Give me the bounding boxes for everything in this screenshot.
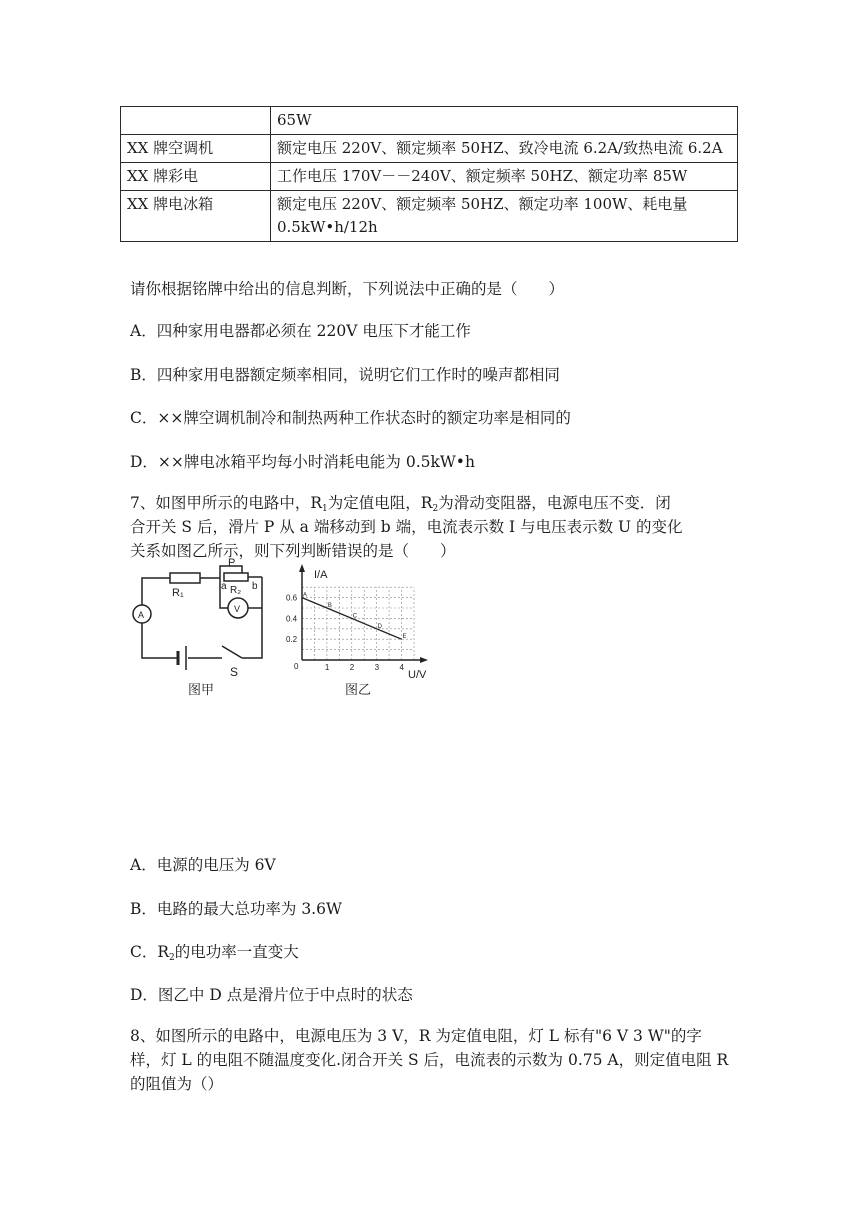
q7-subscript: 2 — [169, 953, 175, 963]
q7-subscript: 1 — [322, 504, 328, 514]
q7-text: 为滑动变阻器，电源电压不变．闭 — [438, 494, 671, 512]
y-tick-label: 0.4 — [286, 614, 298, 624]
q6-option-c: C．××牌空调机制冷和制热两种工作状态时的额定功率是相同的 — [130, 409, 571, 427]
q6-option-b: B．四种家用电器额定频率相同，说明它们工作时的噪声都相同 — [130, 366, 560, 384]
table-cell-name — [121, 107, 271, 135]
q6-option-a: A．四种家用电器都必须在 220V 电压下才能工作 — [130, 322, 471, 340]
y-tick-label: 0.6 — [286, 593, 298, 603]
table-row — [121, 191, 738, 242]
table-cell-spec: 工作电压 170V－－240V、额定频率 50HZ、额定功率 85W — [271, 163, 738, 191]
table-cell-name: XX 牌彩电 — [121, 163, 271, 191]
q7-text: 的电功率一直变大 — [174, 943, 299, 961]
y-tick-label: 0.2 — [286, 635, 298, 645]
fig-yi-caption: 图乙 — [345, 683, 372, 698]
x-tick-label: 3 — [374, 663, 380, 672]
point-label: E — [402, 634, 407, 641]
q7-figure-svg — [130, 558, 430, 698]
point-label: A — [303, 592, 308, 599]
q7-text: 7、如图甲所示的电路中，R — [130, 494, 323, 512]
x-axis-label: U/V — [408, 669, 427, 681]
end-b-label: b — [252, 581, 258, 592]
r1-label: R₁ — [172, 587, 184, 599]
q7-line-3: 关系如图乙所示，则下列判断错误的是（ ） — [130, 542, 456, 560]
slider-p-label: P — [228, 558, 236, 569]
r2-label: R₂ — [230, 585, 242, 596]
switch-s-label: S — [230, 665, 239, 679]
q7-text: 为定值电阻，R — [327, 494, 433, 512]
table-row — [121, 107, 738, 135]
x-tick-label: 2 — [349, 663, 355, 672]
x-tick-label: 1 — [324, 663, 330, 672]
nameplate-table — [120, 106, 738, 242]
table-cell-spec: 额定电压 220V、额定频率 50HZ、额定功率 100W、耗电量 0.5kW•h/12h — [271, 191, 738, 242]
q7-text: C．R — [130, 943, 170, 961]
x-tick-label: 4 — [399, 663, 405, 672]
voltmeter-label: V — [234, 604, 241, 614]
x-axis-arrow — [420, 657, 428, 663]
q7-line-2: 合开关 S 后，滑片 P 从 a 端移动到 b 端，电流表示数 I 与电压表示数 U 的变化 — [130, 518, 683, 536]
circuit-diagram — [133, 566, 262, 670]
end-a-label: a — [221, 581, 227, 592]
point-label: B — [327, 603, 332, 609]
table-cell-name: XX 牌电冰箱 — [121, 191, 271, 242]
fig-jia-caption: 图甲 — [188, 683, 215, 698]
q7-subscript: 2 — [432, 504, 439, 514]
point-label: D — [377, 623, 383, 630]
q7-figures — [130, 558, 430, 702]
table-cell-spec: 65W — [271, 107, 738, 135]
q7-option-b: B．电路的最大总功率为 3.6W — [130, 900, 342, 918]
q6-stem: 请你根据铭牌中给出的信息判断，下列说法中正确的是（ ） — [130, 280, 565, 298]
y-axis-label: I/A — [314, 569, 328, 581]
q7-option-a: A．电源的电压为 6V — [130, 856, 276, 874]
table-cell-spec: 额定电压 220V、额定频率 50HZ、致冷电流 6.2A/致热电流 6.2A — [271, 135, 738, 163]
iu-chart — [286, 564, 428, 681]
q7-option-d: D．图乙中 D 点是滑片位于中点时的状态 — [130, 986, 413, 1004]
ammeter-label: A — [138, 610, 145, 620]
point-label: C — [352, 613, 358, 620]
table-cell-name: XX 牌空调机 — [121, 135, 271, 163]
x-tick-label: 0 — [294, 662, 299, 671]
table-row — [121, 163, 738, 191]
table-row — [121, 135, 738, 163]
q8-stem: 8、如图所示的电路中，电源电压为 3 V，R 为定值电阻，灯 L 标有"6 V 3 W"的字样，灯 L 的电阻不随温度变化.闭合开关 S 后，电流表的示数为 0.75 A，则定值电阻 R 的阻值为（） — [130, 1027, 729, 1093]
y-axis-arrow — [299, 564, 305, 572]
q6-option-d: D．××牌电冰箱平均每小时消耗电能为 0.5kW•h — [130, 453, 475, 471]
q7-option-c — [130, 939, 299, 971]
